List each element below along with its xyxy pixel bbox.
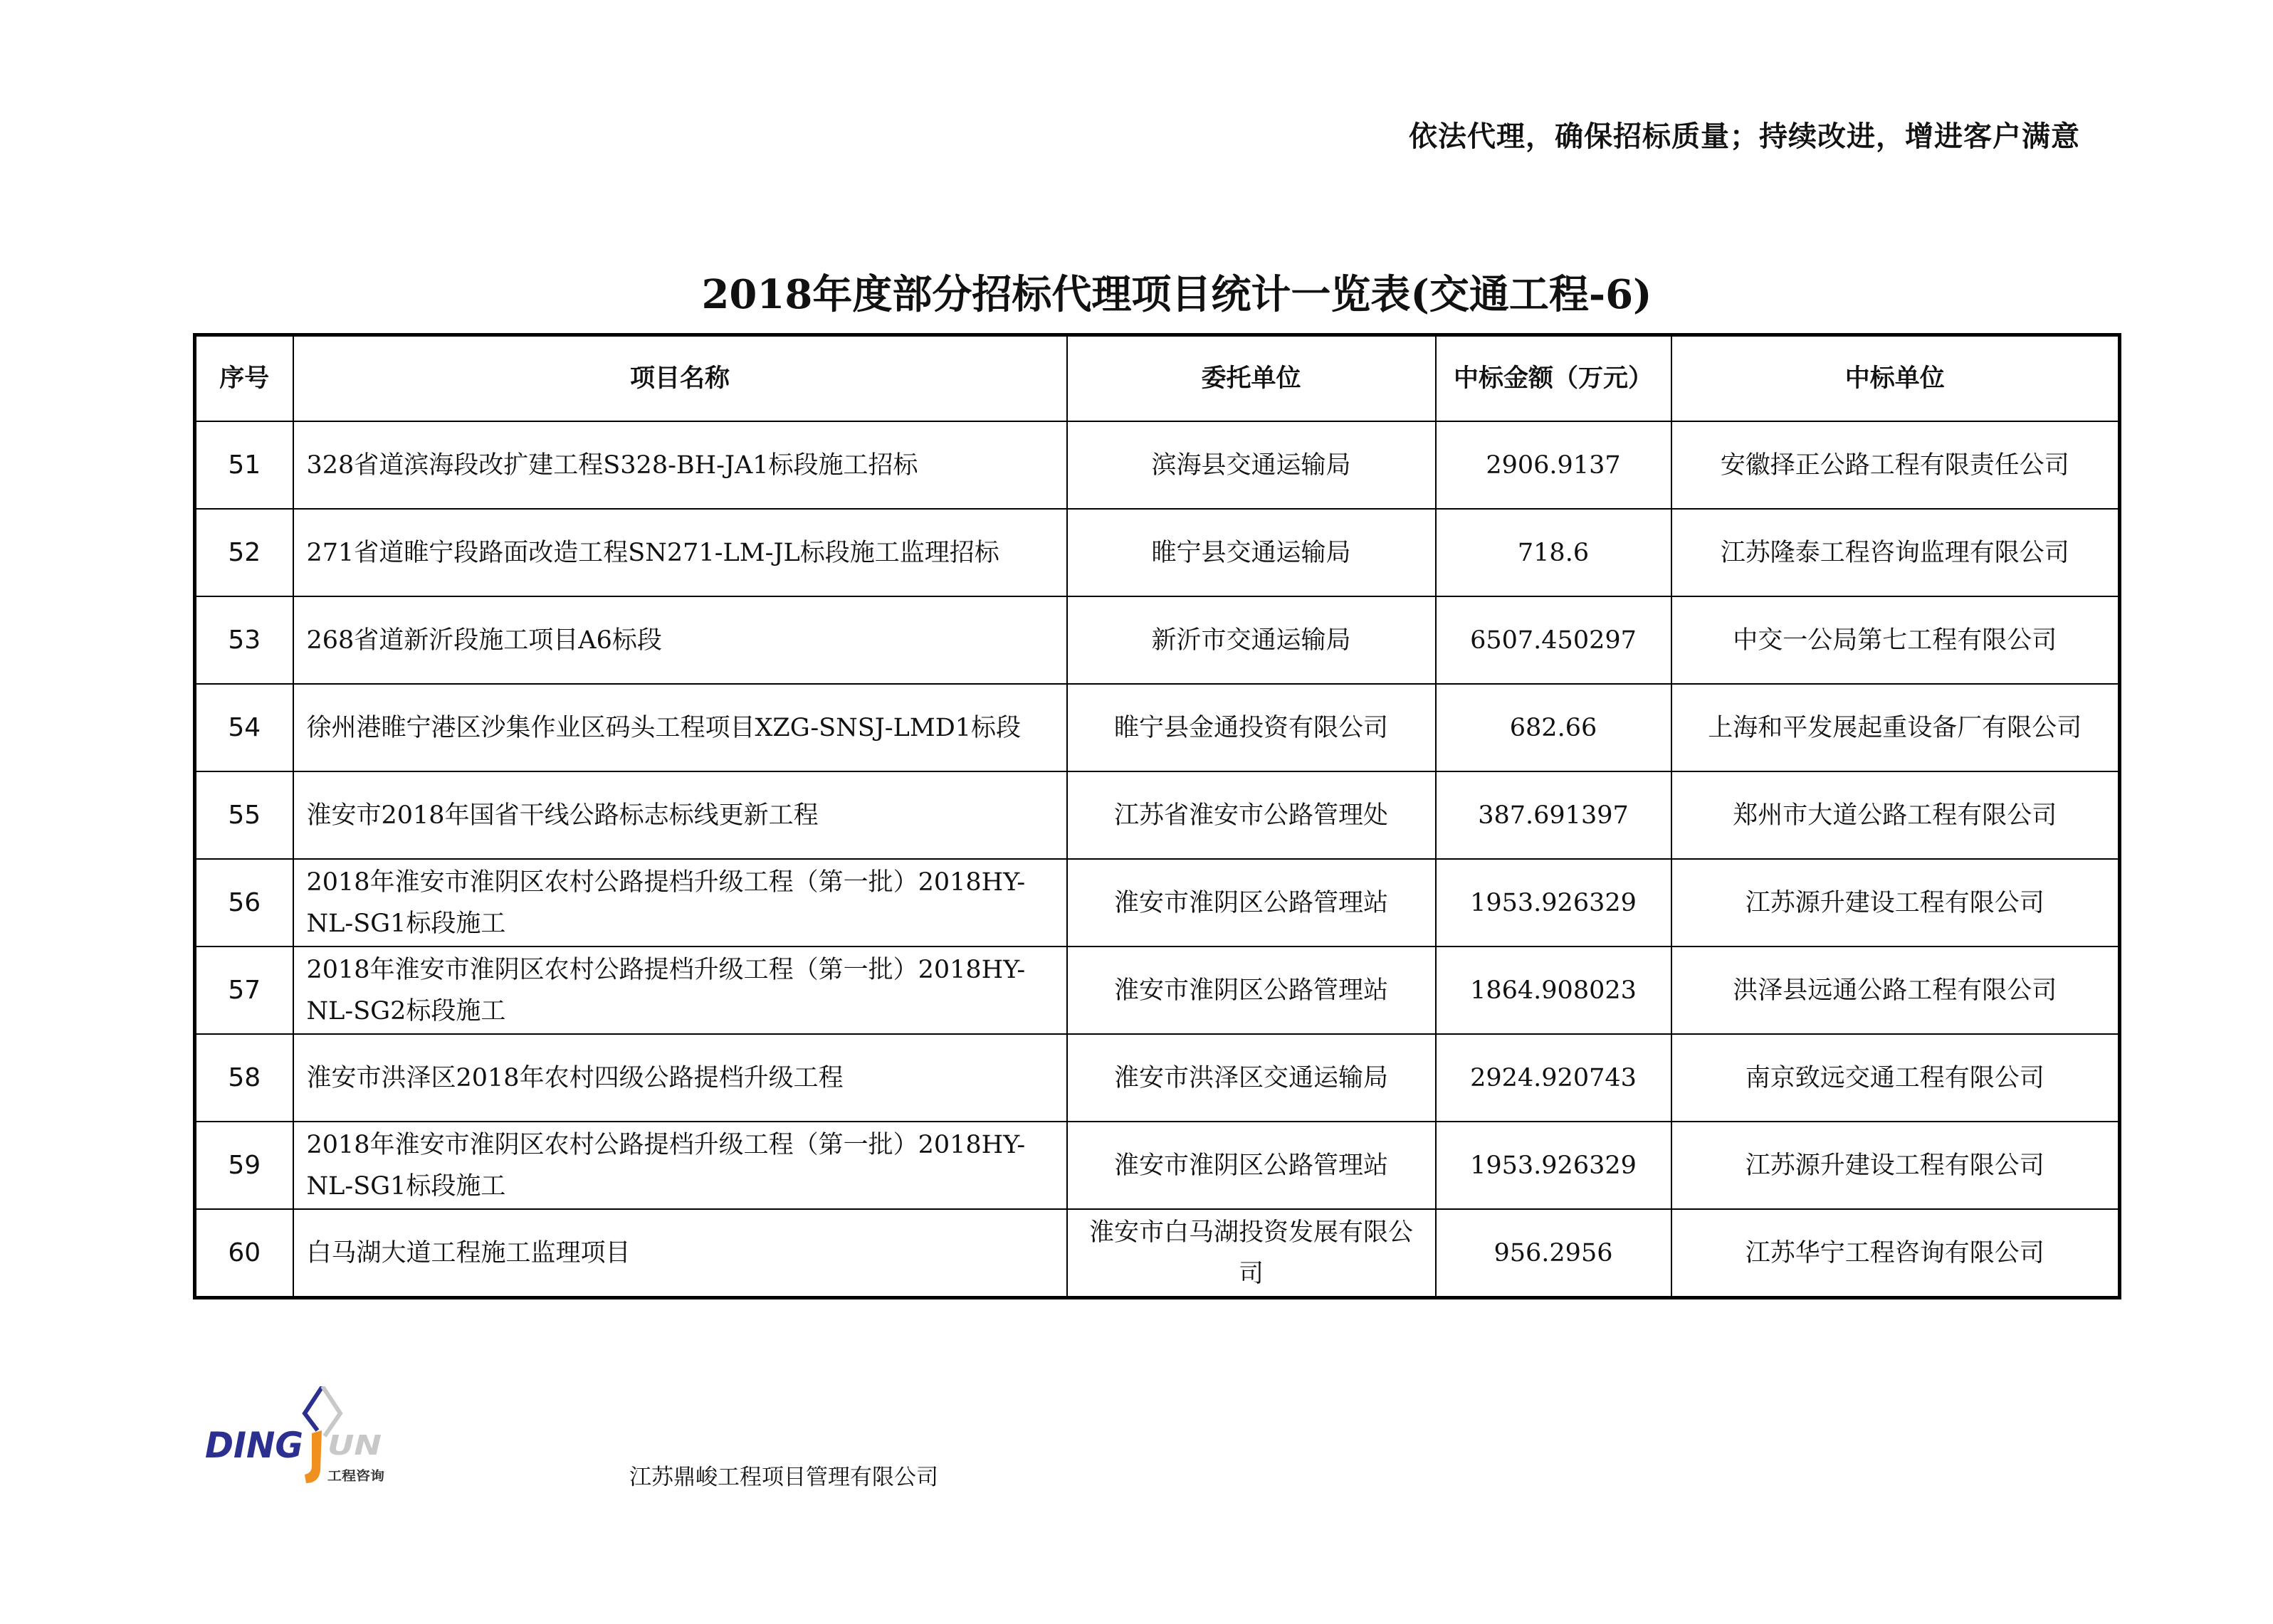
- col-header-name: 项目名称: [293, 335, 1067, 422]
- logo-ding-text: DING: [205, 1425, 303, 1466]
- project-name: 2018年淮安市淮阴区农村公路提档升级工程（第一批）2018HY-NL-SG1标段施工: [293, 859, 1067, 947]
- row-number: 52: [195, 509, 293, 596]
- table-row: [195, 1122, 2120, 1209]
- project-name: 268省道新沂段施工项目A6标段: [293, 596, 1067, 684]
- table-row: [195, 1034, 2120, 1122]
- bid-amount: 718.6: [1436, 509, 1671, 596]
- project-name: 淮安市洪泽区2018年农村四级公路提档升级工程: [293, 1034, 1067, 1122]
- table-row: [195, 1209, 2120, 1298]
- projects-table: [193, 333, 2121, 1299]
- winning-bidder: 江苏源升建设工程有限公司: [1671, 859, 2120, 947]
- winning-bidder: 安徽择正公路工程有限责任公司: [1671, 421, 2120, 509]
- logo-j-mark: [305, 1430, 322, 1483]
- row-number: 57: [195, 947, 293, 1034]
- table-row: [195, 509, 2120, 596]
- winning-bidder: 南京致远交通工程有限公司: [1671, 1034, 2120, 1122]
- logo-un-text: UN: [327, 1430, 382, 1461]
- bid-amount: 2924.920743: [1436, 1034, 1671, 1122]
- bid-amount: 1864.908023: [1436, 947, 1671, 1034]
- table-header-row: [195, 335, 2120, 422]
- project-name: 328省道滨海段改扩建工程S328-BH-JA1标段施工招标: [293, 421, 1067, 509]
- row-number: 59: [195, 1122, 293, 1209]
- bid-amount: 1953.926329: [1436, 859, 1671, 947]
- client-unit: 淮安市白马湖投资发展有限公司: [1067, 1209, 1436, 1298]
- client-unit: 淮安市淮阴区公路管理站: [1067, 1122, 1436, 1209]
- row-number: 56: [195, 859, 293, 947]
- client-unit: 睢宁县交通运输局: [1067, 509, 1436, 596]
- client-unit: 淮安市洪泽区交通运输局: [1067, 1034, 1436, 1122]
- row-number: 54: [195, 684, 293, 771]
- col-header-client: 委托单位: [1067, 335, 1436, 422]
- client-unit: 淮安市淮阴区公路管理站: [1067, 859, 1436, 947]
- header-slogan: 依法代理，确保招标质量；持续改进，增进客户满意: [1409, 120, 2080, 153]
- bid-amount: 2906.9137: [1436, 421, 1671, 509]
- logo-subtext: 工程咨询: [327, 1469, 379, 1484]
- winning-bidder: 江苏华宁工程咨询有限公司: [1671, 1209, 2120, 1298]
- table-row: [195, 859, 2120, 947]
- table-row: [195, 596, 2120, 684]
- table-row: [195, 684, 2120, 771]
- bid-amount: 6507.450297: [1436, 596, 1671, 684]
- project-name: 2018年淮安市淮阴区农村公路提档升级工程（第一批）2018HY-NL-SG2标段施工: [293, 947, 1067, 1034]
- logo-diamond-blue: [305, 1386, 322, 1430]
- row-number: 58: [195, 1034, 293, 1122]
- row-number: 60: [195, 1209, 293, 1298]
- winning-bidder: 郑州市大道公路工程有限公司: [1671, 771, 2120, 859]
- col-header-no: 序号: [195, 335, 293, 422]
- row-number: 55: [195, 771, 293, 859]
- client-unit: 新沂市交通运输局: [1067, 596, 1436, 684]
- table-row: [195, 771, 2120, 859]
- col-header-winner: 中标单位: [1671, 335, 2120, 422]
- project-name: 271省道睢宁段路面改造工程SN271-LM-JL标段施工监理招标: [293, 509, 1067, 596]
- footer-company-name: 江苏鼎峻工程项目管理有限公司: [629, 1465, 938, 1490]
- project-name: 淮安市2018年国省干线公路标志标线更新工程: [293, 771, 1067, 859]
- row-number: 51: [195, 421, 293, 509]
- logo-diamond-gray: [322, 1386, 340, 1436]
- project-name: 徐州港睢宁港区沙集作业区码头工程项目XZG-SNSJ-LMD1标段: [293, 684, 1067, 771]
- winning-bidder: 上海和平发展起重设备厂有限公司: [1671, 684, 2120, 771]
- project-name: 2018年淮安市淮阴区农村公路提档升级工程（第一批）2018HY-NL-SG1标段施工: [293, 1122, 1067, 1209]
- client-unit: 滨海县交通运输局: [1067, 421, 1436, 509]
- client-unit: 江苏省淮安市公路管理处: [1067, 771, 1436, 859]
- project-name: 白马湖大道工程施工监理项目: [293, 1209, 1067, 1298]
- winning-bidder: 洪泽县远通公路工程有限公司: [1671, 947, 2120, 1034]
- page-title: 2018年度部分招标代理项目统计一览表(交通工程-6): [701, 271, 1652, 318]
- bid-amount: 956.2956: [1436, 1209, 1671, 1298]
- winning-bidder: 江苏隆泰工程咨询监理有限公司: [1671, 509, 2120, 596]
- bid-amount: 387.691397: [1436, 771, 1671, 859]
- table-row: [195, 421, 2120, 509]
- col-header-amount: 中标金额（万元）: [1436, 335, 1671, 422]
- dingjun-logo: [205, 1386, 397, 1486]
- winning-bidder: 中交一公局第七工程有限公司: [1671, 596, 2120, 684]
- winning-bidder: 江苏源升建设工程有限公司: [1671, 1122, 2120, 1209]
- client-unit: 睢宁县金通投资有限公司: [1067, 684, 1436, 771]
- bid-amount: 682.66: [1436, 684, 1671, 771]
- row-number: 53: [195, 596, 293, 684]
- table-row: [195, 947, 2120, 1034]
- bid-amount: 1953.926329: [1436, 1122, 1671, 1209]
- client-unit: 淮安市淮阴区公路管理站: [1067, 947, 1436, 1034]
